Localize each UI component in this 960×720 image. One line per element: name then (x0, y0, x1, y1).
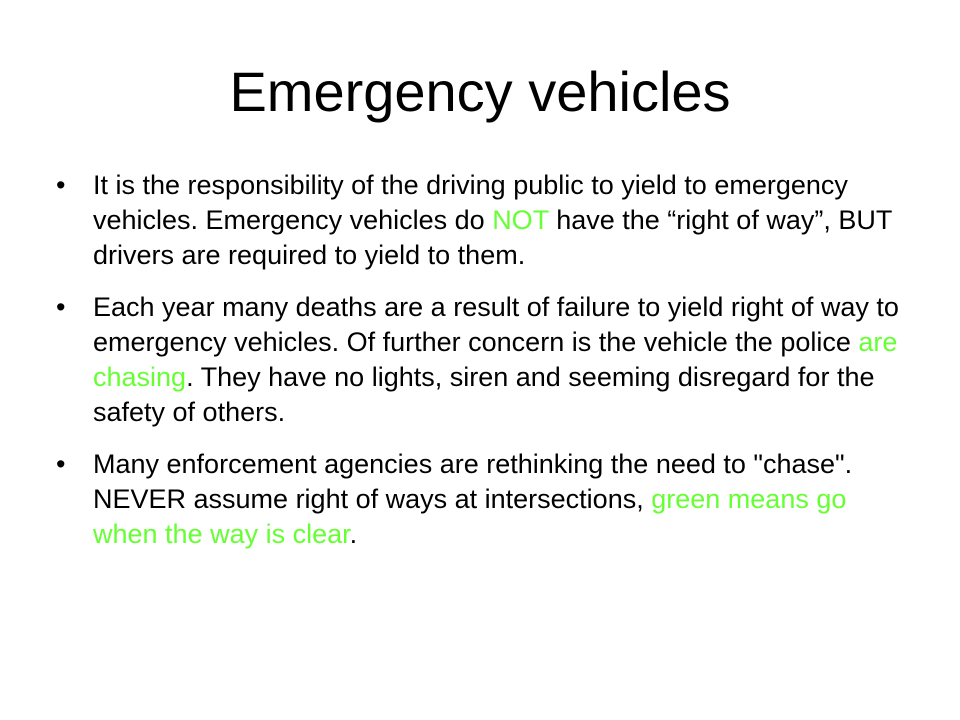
bullet-text (93, 170, 892, 270)
bullet-icon: • (56, 449, 66, 479)
bullet-item (56, 168, 906, 273)
bullet-icon: • (56, 292, 66, 322)
text-segment: . They have no lights, siren and seeming disregard for the safety of others. (93, 362, 875, 427)
text-segment: Each year many deaths are a result of failure to yield right of way to emergency vehicles. Of further concern is the vehicle the police (93, 292, 899, 357)
highlight-segment: are chasing (93, 327, 898, 392)
text-segment: . (349, 519, 358, 549)
bullet-text (93, 449, 852, 549)
bullet-item (56, 447, 906, 552)
bullet-text (93, 292, 899, 427)
slide-title: Emergency vehicles (229, 60, 731, 123)
highlight-segment: green means go when the way is clear (93, 484, 847, 549)
text-segment: It is the responsibility of the driving public to yield to emergency vehicles. Emergency vehicles do (93, 170, 848, 235)
bullet-item (56, 290, 906, 430)
bullet-icon: • (56, 170, 66, 200)
highlight-segment: NOT (492, 205, 549, 235)
text-segment: have the “right of way”, BUT drivers are required to yield to them. (93, 205, 892, 270)
bullet-list (56, 168, 906, 569)
text-segment: Many enforcement agencies are rethinking the need to "chase". NEVER assume right of ways at intersections, (93, 449, 853, 514)
